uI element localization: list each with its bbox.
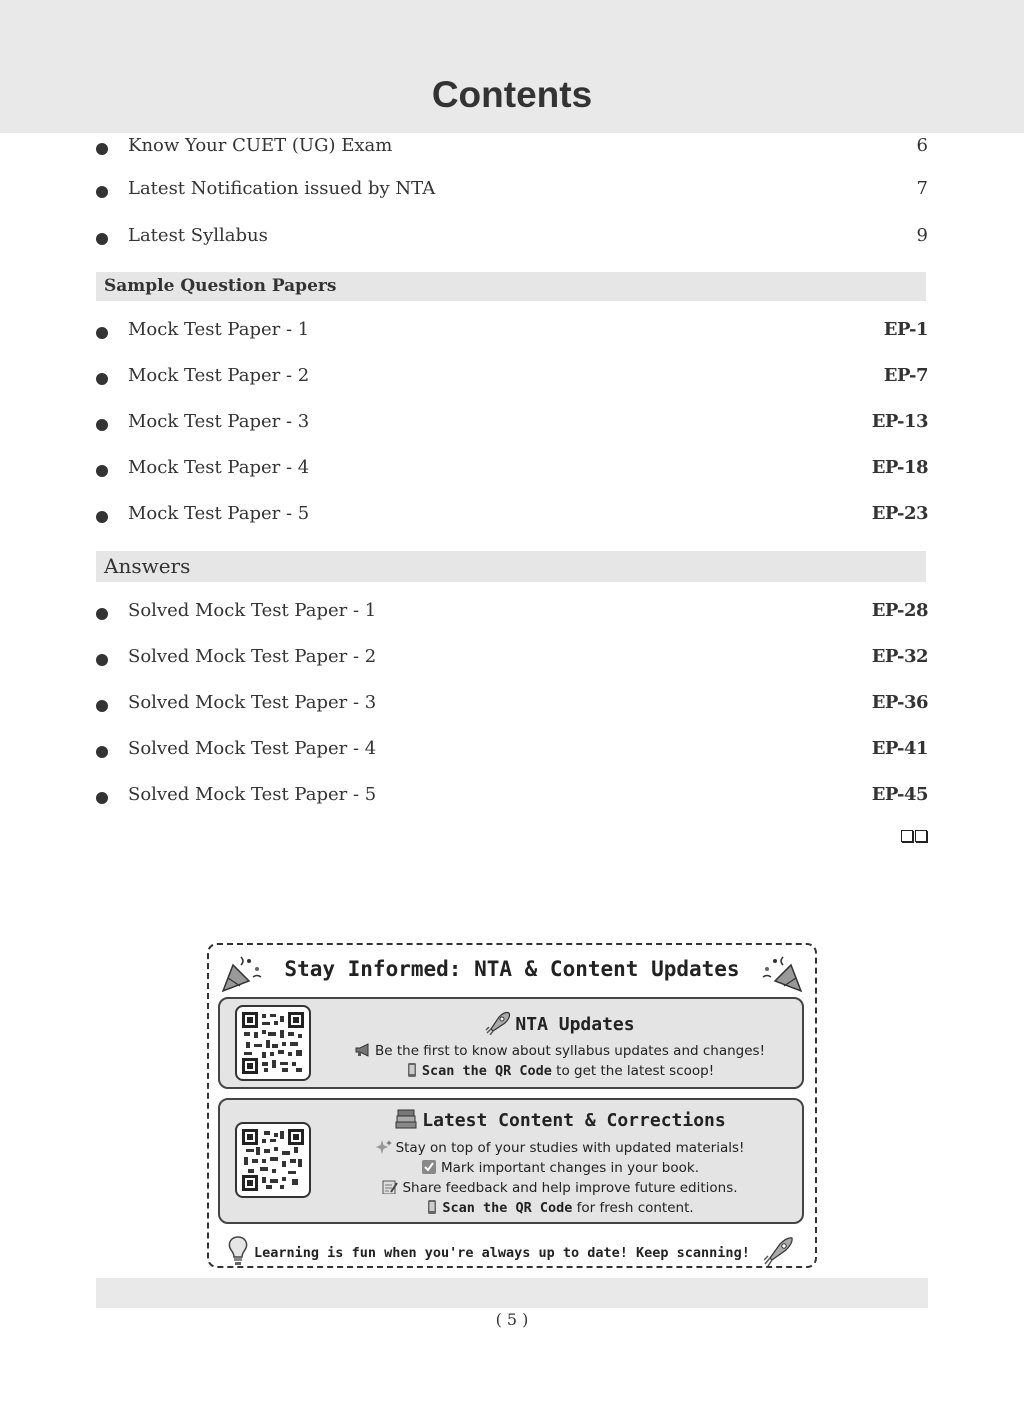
toc-item[interactable] [96,644,928,678]
content-line-text: Stay on top of your studies with updated materials! [395,1140,745,1156]
nta-updates-title [320,1011,800,1035]
end-mark-icon [899,830,927,846]
updates-footer-text: Learning is fun when you're always up to date! Keep scanning! [254,1245,750,1261]
toc-item[interactable] [96,782,928,816]
toc-item-page: 9 [916,225,928,246]
qr-code-nta[interactable] [235,1005,311,1081]
qr-code-pattern [242,1129,304,1191]
toc-item[interactable] [96,455,928,489]
toc-item-label: Mock Test Paper - 5 [128,503,310,524]
content-scan-text: for fresh content. [572,1200,694,1216]
memo-icon [382,1180,398,1194]
bullet-icon [96,700,108,712]
megaphone-icon [355,1043,371,1057]
toc-item-page: EP-7 [883,365,928,386]
toc-item[interactable] [96,317,928,351]
bullet-icon [96,186,108,198]
toc-item[interactable] [96,598,928,632]
nta-updates-card [218,997,804,1089]
page-title: Contents [431,74,593,115]
nta-updates-line [320,1043,800,1059]
books-icon [394,1108,418,1130]
nta-updates-line-text: Be the first to know about syllabus updates and changes! [375,1043,765,1059]
toc-item-label: Solved Mock Test Paper - 1 [128,600,377,621]
toc-item-label: Solved Mock Test Paper - 2 [128,646,377,667]
toc-item-label: Latest Syllabus [128,225,268,246]
toc-item-page: 6 [916,135,928,156]
updates-footer-note [209,1235,815,1267]
toc-item-page: EP-41 [871,738,928,759]
content-line-text: Share feedback and help improve future editions. [402,1180,738,1196]
toc-item-page: EP-45 [871,784,928,805]
updates-title: Stay Informed: NTA & Content Updates [284,957,740,981]
mobile-phone-icon [426,1200,438,1214]
bullet-icon [96,327,108,339]
toc-item-label: Solved Mock Test Paper - 4 [128,738,377,759]
bullet-icon [96,746,108,758]
toc-item-label: Solved Mock Test Paper - 5 [128,784,377,805]
content-line [320,1140,800,1156]
content-scan-line [320,1200,800,1216]
scan-qr-emphasis: Scan the QR Code [442,1200,573,1216]
toc-item-page: EP-23 [871,503,928,524]
bullet-icon [96,233,108,245]
bullet-icon [96,373,108,385]
toc-item[interactable] [96,690,928,724]
updates-box [207,943,817,1268]
bullet-icon [96,465,108,477]
bullet-icon [96,419,108,431]
page-number: ( 5 ) [495,1310,529,1329]
scan-qr-emphasis: Scan the QR Code [421,1063,552,1079]
content-corrections-title-text: Latest Content & Corrections [422,1110,726,1131]
toc-item-label: Mock Test Paper - 1 [128,319,310,340]
bullet-icon [96,511,108,523]
toc-item[interactable] [96,223,928,257]
section-heading-label: Answers [104,554,191,578]
qr-code-content[interactable] [235,1122,311,1198]
toc-item-label: Solved Mock Test Paper - 3 [128,692,377,713]
toc-item[interactable] [96,176,928,210]
content-corrections-title [320,1108,800,1131]
bullet-icon [96,792,108,804]
toc-item-page: EP-36 [871,692,928,713]
bullet-icon [96,608,108,620]
rocket-icon [485,1011,511,1035]
toc-item[interactable] [96,363,928,397]
section-heading-answers [96,551,926,582]
sparkles-icon [376,1140,392,1154]
toc-item-page: EP-18 [871,457,928,478]
mobile-phone-icon [406,1063,418,1077]
content-line [320,1180,800,1196]
party-popper-icon [761,951,805,995]
content-line [320,1160,800,1176]
bullet-icon [96,654,108,666]
toc-item[interactable] [96,736,928,770]
section-heading-sample [96,272,926,301]
content-line-text: Mark important changes in your book. [440,1160,700,1176]
toc-item[interactable] [96,409,928,443]
nta-updates-title-text: NTA Updates [515,1014,635,1035]
toc-item-label: Mock Test Paper - 2 [128,365,310,386]
footer-band [96,1278,928,1308]
light-bulb-icon [226,1235,250,1267]
toc-item[interactable] [96,133,928,167]
check-box-icon [421,1160,437,1174]
bullet-icon [96,143,108,155]
toc-item[interactable] [96,501,928,535]
nta-updates-scan-text: to get the latest scoop! [551,1063,715,1079]
toc-item-page: EP-13 [871,411,928,432]
rocket-icon [764,1236,794,1266]
toc-item-page: EP-28 [871,600,928,621]
nta-updates-scan-line [320,1063,800,1079]
qr-code-pattern [242,1012,304,1074]
toc-item-label: Latest Notification issued by NTA [128,178,436,199]
toc-item-label: Mock Test Paper - 4 [128,457,310,478]
toc-item-label: Mock Test Paper - 3 [128,411,310,432]
section-heading-label: Sample Question Papers [104,276,337,296]
toc-item-page: EP-32 [871,646,928,667]
content-corrections-card [218,1098,804,1224]
toc-item-page: 7 [916,178,928,199]
toc-item-page: EP-1 [883,319,928,340]
toc-item-label: Know Your CUET (UG) Exam [128,135,393,156]
